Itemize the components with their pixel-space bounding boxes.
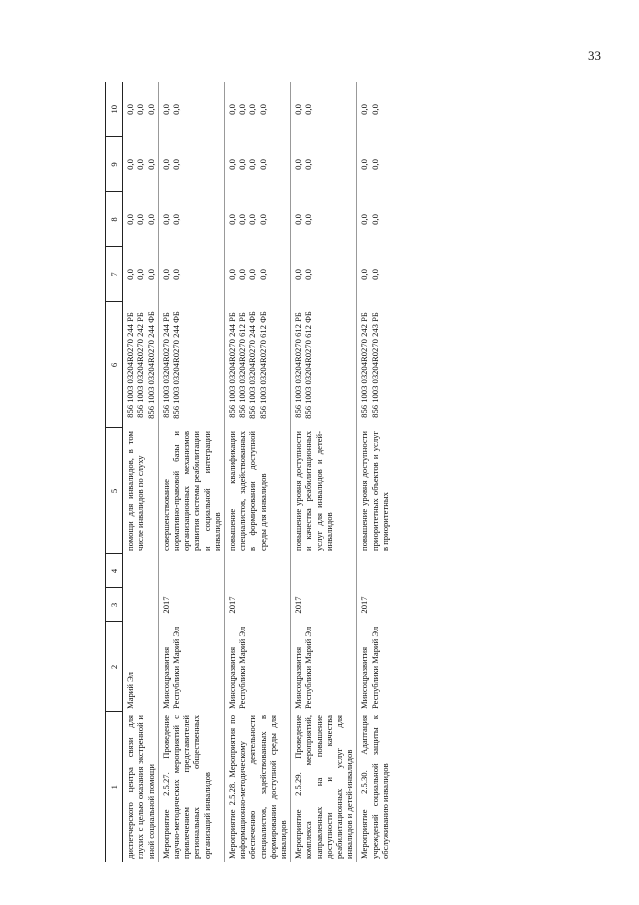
cell-line: 0,0 xyxy=(303,104,314,115)
cell-c4 xyxy=(123,554,159,588)
cell-line: 0,0 xyxy=(227,214,238,225)
cell-line: 0,0 xyxy=(359,214,370,225)
cell-line: 856 1003 03204R0270 244 ФБ xyxy=(145,311,156,419)
cell-line: 0,0 xyxy=(293,214,304,225)
cell-line: 0,0 xyxy=(359,269,370,280)
cell-c2: Минсоцразвития Республики Марий Эл xyxy=(291,622,357,712)
cell-c9 xyxy=(123,137,159,192)
cell-c3: 2017 xyxy=(158,588,224,622)
cell-c2: Минсоцразвития Республики Марий Эл xyxy=(158,622,224,712)
cell-line: 0,0 xyxy=(369,269,380,280)
table-row xyxy=(123,82,159,862)
cell-line: 856 1003 03204R0270 244 РБ xyxy=(160,312,171,418)
cell-line: 856 1003 03204R0270 244 РБ xyxy=(125,312,136,418)
cell-c6 xyxy=(123,302,159,428)
cell-c2: Минсоцразвития Республики Марий Эл xyxy=(357,622,392,712)
cell-c3: 2017 xyxy=(291,588,357,622)
cell-line: 0,0 xyxy=(135,104,146,115)
cell-line: 0,0 xyxy=(369,159,380,170)
cell-c1: Мероприятие 2.5.28. Мероприятия по информационно-методическому обеспечению деятельности специалистов, задействованных в формировании доступной среды для инвалидов xyxy=(225,712,291,862)
cell-c4 xyxy=(357,554,392,588)
cell-line: 0,0 xyxy=(257,159,268,170)
cell-line: 0,0 xyxy=(171,159,182,170)
cell-c7 xyxy=(123,247,159,302)
cell-line: 0,0 xyxy=(125,214,136,225)
table-row xyxy=(158,82,224,862)
cell-c9 xyxy=(225,137,291,192)
cell-line: 0,0 xyxy=(227,104,238,115)
cell-c5: повышение квалификации специалистов, задействованных в формировании доступной среды для инвалидов xyxy=(225,428,291,554)
cell-line: 856 1003 03204R0270 243 РБ xyxy=(369,312,380,418)
cell-c6 xyxy=(291,302,357,428)
cell-c10 xyxy=(357,82,392,137)
cell-c7 xyxy=(291,247,357,302)
cell-line: 0,0 xyxy=(369,104,380,115)
cell-line: 0,0 xyxy=(145,214,156,225)
cell-line: 0,0 xyxy=(237,104,248,115)
cell-c5: совершенствование нормативно-правовой базы и организационных механизмов развития системы реабилитации и социальной интеграции инвалидов xyxy=(158,428,224,554)
cell-line: 0,0 xyxy=(303,159,314,170)
cell-c8 xyxy=(291,192,357,247)
cell-line: 0,0 xyxy=(293,159,304,170)
cell-line: 0,0 xyxy=(257,214,268,225)
cell-line: 0,0 xyxy=(125,104,136,115)
cell-c3: 2017 xyxy=(357,588,392,622)
program-table xyxy=(105,82,392,862)
cell-c10 xyxy=(225,82,291,137)
column-header-5: 5 xyxy=(106,428,123,554)
cell-line: 0,0 xyxy=(227,269,238,280)
cell-c1: Мероприятие 2.5.27. Проведение научно-методических мероприятий с привлечением представителей региональных общественных организаций инвалидов xyxy=(158,712,224,862)
cell-line: 0,0 xyxy=(171,214,182,225)
cell-c3 xyxy=(123,588,159,622)
cell-line: 856 1003 03204R0270 612 РБ xyxy=(237,312,248,418)
cell-line: 0,0 xyxy=(303,214,314,225)
rotated-table-container xyxy=(105,82,625,862)
cell-line: 0,0 xyxy=(160,104,171,115)
cell-line: 0,0 xyxy=(125,269,136,280)
table-body xyxy=(123,82,392,862)
cell-line: 856 1003 03204R0270 242 РБ xyxy=(359,312,370,418)
cell-c7 xyxy=(225,247,291,302)
cell-line: 0,0 xyxy=(359,104,370,115)
cell-line: 0,0 xyxy=(171,269,182,280)
cell-c7 xyxy=(357,247,392,302)
cell-line: 856 1003 03204R0270 612 ФБ xyxy=(257,311,268,419)
cell-c8 xyxy=(225,192,291,247)
cell-line: 0,0 xyxy=(247,104,258,115)
cell-c9 xyxy=(357,137,392,192)
cell-c8 xyxy=(158,192,224,247)
column-header-1: 1 xyxy=(106,712,123,862)
cell-line: 856 1003 03204R0270 244 ФБ xyxy=(247,311,258,419)
column-header-2: 2 xyxy=(106,622,123,712)
column-header-10: 10 xyxy=(106,82,123,137)
cell-line: 0,0 xyxy=(135,159,146,170)
cell-line: 0,0 xyxy=(135,269,146,280)
column-header-8: 8 xyxy=(106,192,123,247)
cell-c3: 2017 xyxy=(225,588,291,622)
column-header-9: 9 xyxy=(106,137,123,192)
cell-line: 0,0 xyxy=(237,159,248,170)
cell-c2: Марий Эл xyxy=(125,672,136,709)
cell-c1: диспетчерского центра связи для глухих с целью оказания экстренной и иной социальной помощи xyxy=(125,715,156,859)
cell-line: 0,0 xyxy=(293,269,304,280)
cell-line: 0,0 xyxy=(145,159,156,170)
table-row xyxy=(291,82,357,862)
cell-line: 0,0 xyxy=(160,269,171,280)
cell-c4 xyxy=(291,554,357,588)
cell-c4 xyxy=(225,554,291,588)
column-header-3: 3 xyxy=(106,588,123,622)
cell-c8 xyxy=(123,192,159,247)
cell-c6 xyxy=(357,302,392,428)
cell-line: 0,0 xyxy=(171,104,182,115)
cell-c4 xyxy=(158,554,224,588)
cell-line: 0,0 xyxy=(359,159,370,170)
cell-line: 0,0 xyxy=(237,269,248,280)
cell-line: 0,0 xyxy=(257,104,268,115)
cell-line: 856 1003 03204R0270 244 ФБ xyxy=(171,311,182,419)
cell-c6 xyxy=(158,302,224,428)
cell-line: 0,0 xyxy=(160,159,171,170)
cell-line: 0,0 xyxy=(303,269,314,280)
cell-c6 xyxy=(225,302,291,428)
cell-line: 0,0 xyxy=(125,159,136,170)
cell-line: 0,0 xyxy=(257,269,268,280)
cell-c10 xyxy=(123,82,159,137)
cell-c10 xyxy=(291,82,357,137)
cell-line: 0,0 xyxy=(247,214,258,225)
cell-c5: повышение уровня доступности приоритетных объектов и услуг в приоритетных xyxy=(357,428,392,554)
column-header-7: 7 xyxy=(106,247,123,302)
cell-c8 xyxy=(357,192,392,247)
column-header-6: 6 xyxy=(106,302,123,428)
cell-line: 0,0 xyxy=(227,159,238,170)
cell-line: 0,0 xyxy=(247,269,258,280)
cell-c7 xyxy=(158,247,224,302)
cell-line: 0,0 xyxy=(293,104,304,115)
cell-c2: Минсоцразвития Республики Марий Эл xyxy=(225,622,291,712)
cell-line: 856 1003 03204R0270 612 РБ xyxy=(293,312,304,418)
cell-c5: повышение уровня доступности и качества реабилитационных услуг для инвалидов и детей-инвалидов xyxy=(291,428,357,554)
cell-line: 0,0 xyxy=(145,104,156,115)
page-number: 33 xyxy=(588,48,601,63)
cell-line: 0,0 xyxy=(160,214,171,225)
cell-line: 0,0 xyxy=(247,159,258,170)
cell-line: 0,0 xyxy=(237,214,248,225)
cell-line: 856 1003 03204R0270 244 РБ xyxy=(227,312,238,418)
cell-line: 0,0 xyxy=(145,269,156,280)
cell-c9 xyxy=(291,137,357,192)
cell-line: 0,0 xyxy=(135,214,146,225)
cell-line: 856 1003 03204R0270 242 РБ xyxy=(135,312,146,418)
cell-c10 xyxy=(158,82,224,137)
cell-c5: помощи для инвалидов, в том числе инвалидов по слуху xyxy=(125,431,146,551)
cell-line: 0,0 xyxy=(369,214,380,225)
header-row xyxy=(106,82,123,862)
column-header-4: 4 xyxy=(106,554,123,588)
cell-line: 856 1003 03204R0270 612 ФБ xyxy=(303,311,314,419)
cell-c1: Мероприятие 2.5.29. Проведение комплекса мероприятий, направленных на повышение доступности и качества реабилитационных услуг для инвалидов и детей-инвалидов xyxy=(291,712,357,862)
cell-c9 xyxy=(158,137,224,192)
cell-c1: Мероприятие 2.5.30. Адаптация учреждений социальной защиты к обслуживанию инвалидов xyxy=(357,712,392,862)
table-row xyxy=(357,82,392,862)
table-row xyxy=(225,82,291,862)
